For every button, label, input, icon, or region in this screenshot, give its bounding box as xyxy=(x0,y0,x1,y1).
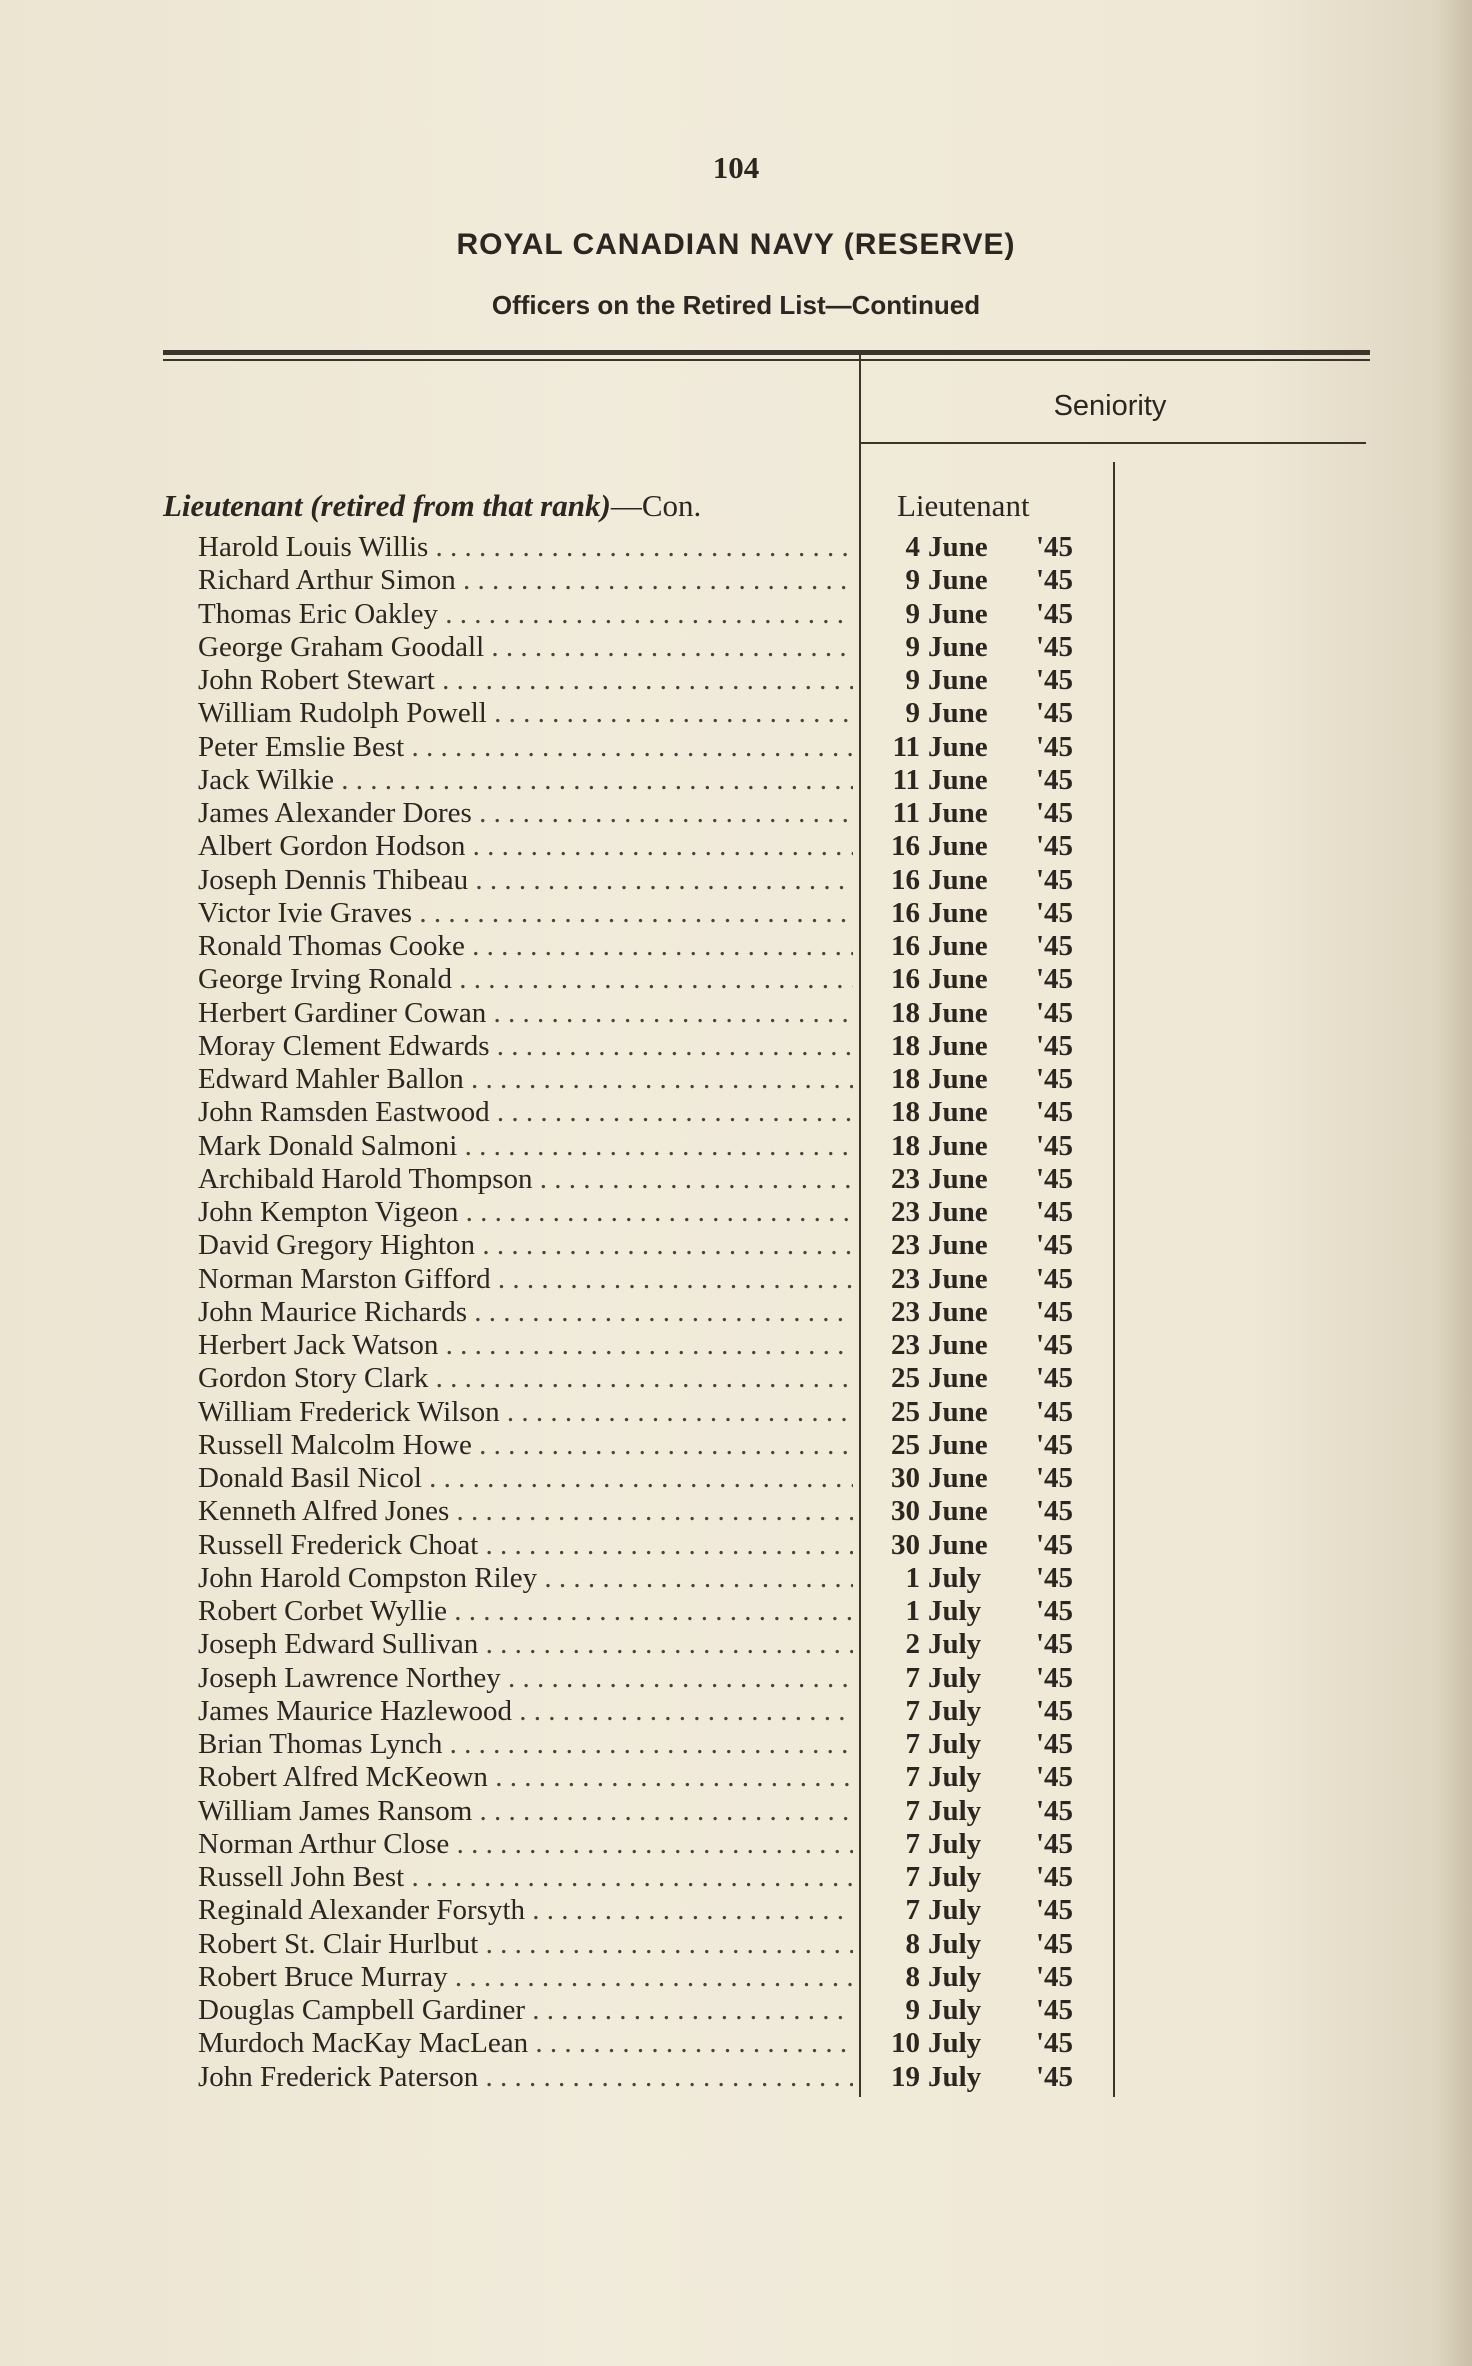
officer-name: Kenneth Alfred Jones . . . xyxy=(198,1495,853,1528)
seniority-day: 7 xyxy=(905,1661,920,1694)
seniority-month: July xyxy=(928,1861,982,1893)
seniority-month: June xyxy=(928,564,988,597)
seniority-month: June xyxy=(928,996,988,1029)
officer-name: Reginald Alexander Forsyth . . . xyxy=(198,1894,853,1927)
officer-row xyxy=(0,1263,1472,1296)
officer-name: John Robert Stewart . . . xyxy=(198,664,853,697)
officer-row xyxy=(0,598,1472,631)
officer-name: John Maurice Richards . . . xyxy=(198,1296,853,1329)
seniority-day: 16 xyxy=(891,863,920,896)
seniority-year: '45 xyxy=(1036,1428,1074,1461)
officer-row xyxy=(0,731,1472,764)
seniority-month: June xyxy=(928,1096,988,1129)
seniority-year: '45 xyxy=(1036,896,1074,929)
officer-name: Joseph Edward Sullivan . . . xyxy=(198,1628,853,1661)
officer-row xyxy=(0,1096,1472,1129)
seniority-year: '45 xyxy=(1036,763,1074,796)
seniority-day: 23 xyxy=(891,1295,920,1328)
seniority-year: '45 xyxy=(1036,930,1074,962)
officer-name: Russell Frederick Choat . . . xyxy=(198,1529,853,1562)
seniority-day: 9 xyxy=(905,630,920,663)
seniority-year: '45 xyxy=(1036,1229,1074,1262)
officer-row xyxy=(0,664,1472,697)
officer-row xyxy=(0,1628,1472,1661)
officer-name: Albert Gordon Hodson . . . xyxy=(198,830,853,863)
officer-row xyxy=(0,1961,1472,1994)
seniority-year: '45 xyxy=(1036,1196,1074,1228)
seniority-day: 19 xyxy=(891,2060,920,2093)
seniority-month: June xyxy=(928,930,988,962)
seniority-year: '45 xyxy=(1036,1362,1074,1395)
officer-row xyxy=(0,1362,1472,1395)
officer-name: Harold Louis Willis . . . xyxy=(198,531,853,564)
seniority-month: June xyxy=(928,1129,988,1162)
seniority-month: June xyxy=(928,1063,988,1095)
seniority-day: 7 xyxy=(905,1728,920,1760)
seniority-column-header: Seniority xyxy=(1053,390,1167,422)
officer-name: William Rudolph Powell . . . xyxy=(198,697,853,730)
officer-name: James Maurice Hazlewood . . . xyxy=(198,1695,853,1728)
seniority-month: June xyxy=(928,797,988,829)
seniority-day: 7 xyxy=(905,1761,920,1794)
seniority-month: July xyxy=(928,1960,982,1993)
officer-name: Herbert Jack Watson . . . xyxy=(198,1329,853,1362)
officer-name: Herbert Gardiner Cowan . . . xyxy=(198,997,853,1030)
officer-name: Archibald Harold Thompson . . . xyxy=(198,1163,853,1196)
officer-name: William Frederick Wilson . . . xyxy=(198,1396,853,1429)
officer-row xyxy=(0,1396,1472,1429)
seniority-year: '45 xyxy=(1036,1528,1074,1561)
officer-row xyxy=(0,564,1472,597)
seniority-year: '45 xyxy=(1036,1595,1074,1627)
seniority-day: 11 xyxy=(892,797,920,829)
seniority-month: July xyxy=(928,1694,982,1727)
officer-row xyxy=(0,1562,1472,1595)
officer-name: Ronald Thomas Cooke . . . xyxy=(198,930,853,963)
officer-name: Thomas Eric Oakley . . . xyxy=(198,598,853,631)
officer-row xyxy=(0,1329,1472,1362)
seniority-month: July xyxy=(928,1827,982,1860)
seniority-day: 7 xyxy=(905,1794,920,1827)
officer-name: Joseph Lawrence Northey . . . xyxy=(198,1662,853,1695)
seniority-year: '45 xyxy=(1036,1761,1074,1794)
seniority-day: 4 xyxy=(905,531,920,563)
seniority-year: '45 xyxy=(1036,1894,1074,1927)
seniority-year: '45 xyxy=(1036,1395,1074,1428)
officer-row xyxy=(0,1795,1472,1828)
officer-row xyxy=(0,997,1472,1030)
officer-name: Jack Wilkie . . . xyxy=(198,764,853,797)
heavy-rule xyxy=(163,350,1370,355)
seniority-year: '45 xyxy=(1036,531,1074,563)
seniority-month: July xyxy=(928,1595,982,1627)
seniority-day: 2 xyxy=(905,1628,920,1661)
seniority-month: June xyxy=(928,1162,988,1195)
seniority-year: '45 xyxy=(1036,1960,1074,1993)
seniority-day: 9 xyxy=(905,1994,920,2026)
seniority-year: '45 xyxy=(1036,1861,1074,1893)
seniority-year: '45 xyxy=(1036,1329,1074,1361)
seniority-year: '45 xyxy=(1036,1994,1074,2026)
seniority-month: July xyxy=(928,1661,982,1694)
seniority-year: '45 xyxy=(1036,730,1074,763)
seniority-month: June xyxy=(928,1262,988,1295)
seniority-day: 23 xyxy=(891,1262,920,1295)
officer-row xyxy=(0,1495,1472,1528)
officer-name: David Gregory Highton . . . xyxy=(198,1229,853,1262)
seniority-day: 10 xyxy=(891,2027,920,2060)
officer-row xyxy=(0,631,1472,664)
officer-row xyxy=(0,1828,1472,1861)
seniority-year: '45 xyxy=(1036,1794,1074,1827)
header-underline xyxy=(861,442,1366,444)
seniority-month: July xyxy=(928,1994,982,2026)
seniority-day: 23 xyxy=(891,1329,920,1361)
seniority-day: 9 xyxy=(905,564,920,597)
seniority-month: July xyxy=(928,1628,982,1661)
officer-name: William James Ransom . . . xyxy=(198,1795,853,1828)
officer-row xyxy=(0,1595,1472,1628)
seniority-year: '45 xyxy=(1036,1827,1074,1860)
officer-name: Richard Arthur Simon . . . xyxy=(198,564,853,597)
officer-name: Murdoch MacKay MacLean . . . xyxy=(198,2027,853,2060)
section-label-suffix: —Con. xyxy=(610,488,702,523)
seniority-year: '45 xyxy=(1036,1129,1074,1162)
seniority-day: 16 xyxy=(891,930,920,962)
seniority-day: 25 xyxy=(891,1428,920,1461)
seniority-day: 25 xyxy=(891,1395,920,1428)
seniority-month: June xyxy=(928,630,988,663)
seniority-day: 7 xyxy=(905,1894,920,1927)
officer-row xyxy=(0,1728,1472,1761)
seniority-year: '45 xyxy=(1036,697,1074,730)
officer-row xyxy=(0,764,1472,797)
seniority-month: July xyxy=(928,1794,982,1827)
seniority-month: June xyxy=(928,730,988,763)
seniority-month: June xyxy=(928,1495,988,1528)
officer-row xyxy=(0,1030,1472,1063)
seniority-month: June xyxy=(928,896,988,929)
officer-name: Norman Arthur Close . . . xyxy=(198,1828,853,1861)
seniority-year: '45 xyxy=(1036,1096,1074,1129)
officer-name: Norman Marston Gifford . . . xyxy=(198,1263,853,1296)
officer-row xyxy=(0,697,1472,730)
seniority-day: 30 xyxy=(891,1495,920,1528)
seniority-month: June xyxy=(928,1029,988,1062)
officer-row xyxy=(0,1529,1472,1562)
seniority-month: July xyxy=(928,2060,982,2093)
seniority-month: July xyxy=(928,1894,982,1927)
seniority-month: June xyxy=(928,763,988,796)
rank-column-label: Lieutenant xyxy=(897,488,1030,523)
seniority-year: '45 xyxy=(1036,1162,1074,1195)
seniority-day: 7 xyxy=(905,1861,920,1893)
seniority-year: '45 xyxy=(1036,963,1074,996)
officer-name: Robert Bruce Murray . . . xyxy=(198,1961,853,1994)
officer-row xyxy=(0,1861,1472,1894)
section-label-text: Lieutenant (retired from that rank) xyxy=(163,488,611,523)
seniority-month: June xyxy=(928,664,988,696)
officer-row xyxy=(0,1462,1472,1495)
officer-row xyxy=(0,897,1472,930)
seniority-day: 25 xyxy=(891,1362,920,1395)
officer-name: Douglas Campbell Gardiner . . . xyxy=(198,1994,853,2027)
seniority-month: June xyxy=(928,1229,988,1262)
officer-name: James Alexander Dores . . . xyxy=(198,797,853,830)
officer-name: John Harold Compston Riley . . . xyxy=(198,1562,853,1595)
officer-row xyxy=(0,1130,1472,1163)
seniority-month: June xyxy=(928,697,988,730)
seniority-year: '45 xyxy=(1036,1462,1074,1494)
officer-row xyxy=(0,1695,1472,1728)
seniority-month: July xyxy=(928,1561,982,1594)
seniority-year: '45 xyxy=(1036,1029,1074,1062)
officer-name: Mark Donald Salmoni . . . xyxy=(198,1130,853,1163)
officer-name: John Frederick Paterson . . . xyxy=(198,2061,853,2094)
officer-row xyxy=(0,1928,1472,1961)
seniority-year: '45 xyxy=(1036,1927,1074,1960)
seniority-year: '45 xyxy=(1036,1561,1074,1594)
seniority-month: July xyxy=(928,1728,982,1760)
officer-row xyxy=(0,1894,1472,1927)
officer-name: Peter Emslie Best . . . xyxy=(198,731,853,764)
seniority-month: June xyxy=(928,1295,988,1328)
seniority-year: '45 xyxy=(1036,2060,1074,2093)
officer-row xyxy=(0,1163,1472,1196)
seniority-month: June xyxy=(928,1196,988,1228)
seniority-day: 18 xyxy=(891,1029,920,1062)
officer-name: Robert St. Clair Hurlbut . . . xyxy=(198,1928,853,1961)
officer-row xyxy=(0,1429,1472,1462)
seniority-month: June xyxy=(928,1462,988,1494)
officer-name: Brian Thomas Lynch . . . xyxy=(198,1728,853,1761)
seniority-day: 18 xyxy=(891,1129,920,1162)
officer-name: George Irving Ronald . . . xyxy=(198,963,853,996)
seniority-year: '45 xyxy=(1036,1495,1074,1528)
seniority-year: '45 xyxy=(1036,597,1074,630)
officer-name: Joseph Dennis Thibeau . . . xyxy=(198,864,853,897)
seniority-year: '45 xyxy=(1036,797,1074,829)
seniority-month: June xyxy=(928,1362,988,1395)
officer-row xyxy=(0,1296,1472,1329)
seniority-year: '45 xyxy=(1036,1661,1074,1694)
seniority-day: 16 xyxy=(891,963,920,996)
seniority-day: 30 xyxy=(891,1462,920,1494)
officer-row xyxy=(0,1994,1472,2027)
section-label xyxy=(163,488,701,524)
seniority-day: 18 xyxy=(891,996,920,1029)
officer-name: Gordon Story Clark . . . xyxy=(198,1362,853,1395)
officer-row xyxy=(0,1662,1472,1695)
officer-name: Edward Mahler Ballon . . . xyxy=(198,1063,853,1096)
officer-row xyxy=(0,797,1472,830)
page-number: 104 xyxy=(712,150,760,185)
seniority-month: June xyxy=(928,1528,988,1561)
officer-name: Russell John Best . . . xyxy=(198,1861,853,1894)
seniority-day: 18 xyxy=(891,1096,920,1129)
seniority-year: '45 xyxy=(1036,996,1074,1029)
seniority-day: 23 xyxy=(891,1196,920,1228)
seniority-year: '45 xyxy=(1036,1295,1074,1328)
officer-row xyxy=(0,830,1472,863)
seniority-year: '45 xyxy=(1036,1063,1074,1095)
seniority-day: 1 xyxy=(905,1595,920,1627)
seniority-year: '45 xyxy=(1036,1628,1074,1661)
seniority-year: '45 xyxy=(1036,2027,1074,2060)
seniority-day: 11 xyxy=(892,763,920,796)
officer-row xyxy=(0,1196,1472,1229)
seniority-month: June xyxy=(928,531,988,563)
seniority-day: 16 xyxy=(891,830,920,863)
seniority-year: '45 xyxy=(1036,863,1074,896)
officer-name: John Kempton Vigeon . . . xyxy=(198,1196,853,1229)
officer-name: Victor Ivie Graves . . . xyxy=(198,897,853,930)
seniority-month: June xyxy=(928,863,988,896)
seniority-year: '45 xyxy=(1036,630,1074,663)
seniority-month: July xyxy=(928,1761,982,1794)
seniority-month: June xyxy=(928,597,988,630)
seniority-day: 8 xyxy=(905,1927,920,1960)
thin-rule xyxy=(163,359,1370,361)
officer-row xyxy=(0,963,1472,996)
officer-row xyxy=(0,531,1472,564)
seniority-year: '45 xyxy=(1036,830,1074,863)
seniority-day: 18 xyxy=(891,1063,920,1095)
seniority-day: 11 xyxy=(892,730,920,763)
seniority-day: 30 xyxy=(891,1528,920,1561)
officer-name: Russell Malcolm Howe . . . xyxy=(198,1429,853,1462)
officer-name: Moray Clement Edwards . . . xyxy=(198,1030,853,1063)
officer-name: Robert Corbet Wyllie . . . xyxy=(198,1595,853,1628)
officer-row xyxy=(0,1229,1472,1262)
officer-name: John Ramsden Eastwood . . . xyxy=(198,1096,853,1129)
seniority-month: July xyxy=(928,1927,982,1960)
seniority-day: 9 xyxy=(905,664,920,696)
seniority-day: 8 xyxy=(905,1960,920,1993)
seniority-year: '45 xyxy=(1036,664,1074,696)
seniority-day: 7 xyxy=(905,1827,920,1860)
page-subtitle: Officers on the Retired List—Continued xyxy=(491,290,981,320)
officer-name: George Graham Goodall . . . xyxy=(198,631,853,664)
seniority-day: 23 xyxy=(891,1162,920,1195)
officer-row xyxy=(0,2027,1472,2060)
seniority-day: 1 xyxy=(905,1561,920,1594)
officer-name: Donald Basil Nicol . . . xyxy=(198,1462,853,1495)
officer-row xyxy=(0,864,1472,897)
seniority-year: '45 xyxy=(1036,1694,1074,1727)
seniority-month: June xyxy=(928,1395,988,1428)
seniority-year: '45 xyxy=(1036,1262,1074,1295)
seniority-day: 16 xyxy=(891,896,920,929)
officer-row xyxy=(0,930,1472,963)
seniority-day: 7 xyxy=(905,1694,920,1727)
officer-row xyxy=(0,1761,1472,1794)
seniority-month: June xyxy=(928,963,988,996)
seniority-year: '45 xyxy=(1036,1728,1074,1760)
officer-row xyxy=(0,1063,1472,1096)
seniority-month: June xyxy=(928,1329,988,1361)
seniority-month: June xyxy=(928,830,988,863)
page-title: ROYAL CANADIAN NAVY (RESERVE) xyxy=(456,228,1016,261)
seniority-day: 23 xyxy=(891,1229,920,1262)
seniority-year: '45 xyxy=(1036,564,1074,597)
seniority-month: July xyxy=(928,2027,982,2060)
seniority-day: 9 xyxy=(905,597,920,630)
seniority-day: 9 xyxy=(905,697,920,730)
officer-row xyxy=(0,2061,1472,2094)
officer-name: Robert Alfred McKeown . . . xyxy=(198,1761,853,1794)
seniority-month: June xyxy=(928,1428,988,1461)
